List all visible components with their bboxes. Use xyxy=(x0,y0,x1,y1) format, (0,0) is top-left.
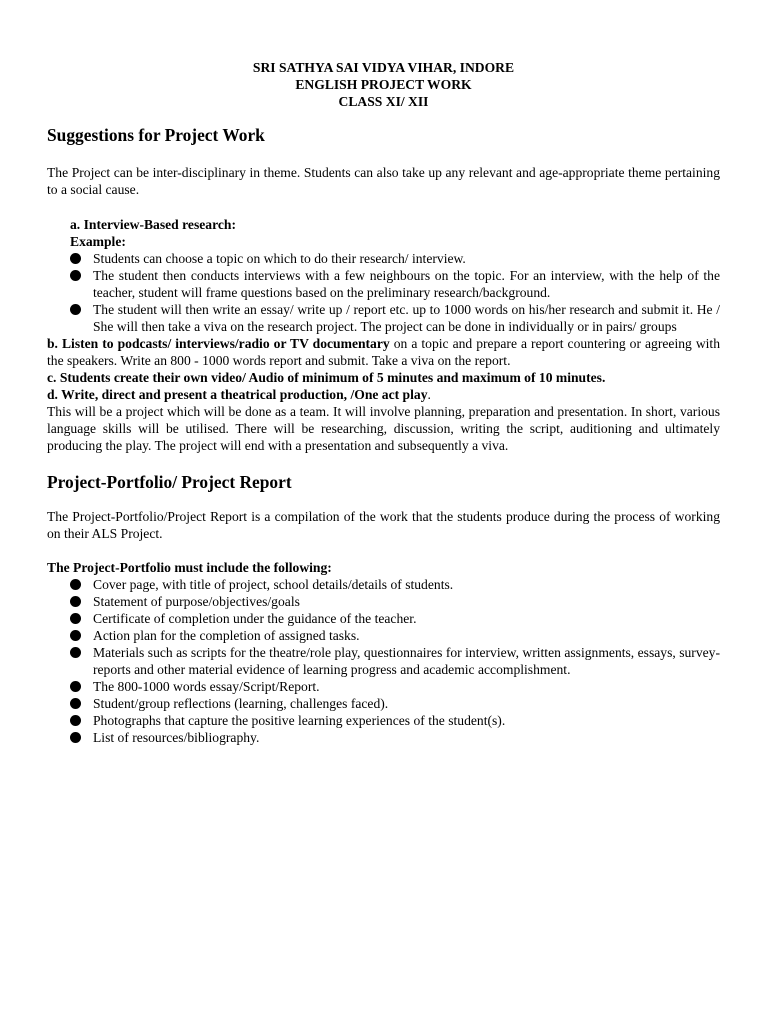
list-item: The 800-1000 words essay/Script/Report. xyxy=(70,678,720,695)
document-subject: ENGLISH PROJECT WORK xyxy=(295,77,472,92)
section-title-portfolio: Project-Portfolio/ Project Report xyxy=(47,472,292,492)
example-bullet-list xyxy=(47,250,720,335)
bullet-icon xyxy=(70,579,81,590)
portfolio-bullet-list xyxy=(47,576,720,746)
list-item: Statement of purpose/objectives/goals xyxy=(70,593,720,610)
list-item: Materials such as scripts for the theatre/role play, questionnaires for interview, written assignments, essays, survey-reports and other material evidence of learning progress and academic accomplishment. xyxy=(70,644,720,678)
bullet-icon xyxy=(70,715,81,726)
list-item: Student/group reflections (learning, challenges faced). xyxy=(70,695,720,712)
bullet-icon xyxy=(70,253,81,264)
intro-paragraph: The Project can be inter-disciplinary in theme. Students can also take up any relevant and age-appropriate theme pertaining to a social cause. xyxy=(47,165,720,197)
list-item: Students can choose a topic on which to do their research/ interview. xyxy=(70,250,720,267)
bullet-icon xyxy=(70,698,81,709)
bullet-icon xyxy=(70,613,81,624)
bullet-icon xyxy=(70,647,81,658)
item-d-paragraph: This will be a project which will be done as a team. It will involve planning, preparation and presentation. In short, various language skills will be utilised. There will be researching, discussion, writing the script, auditioning and ultimately producing the play. The project will end with a presentation and subsequently a viva. xyxy=(47,404,720,453)
item-c-paragraph: c. Students create their own video/ Audio of minimum of 5 minutes and maximum of 10 minutes. xyxy=(47,370,606,385)
section-title-suggestions: Suggestions for Project Work xyxy=(47,125,265,145)
portfolio-intro-paragraph: The Project-Portfolio/Project Report is a compilation of the work that the students produce during the process of working on their ALS Project. xyxy=(47,509,720,541)
bullet-icon xyxy=(70,270,81,281)
example-label: Example: xyxy=(70,234,126,249)
list-item: Certificate of completion under the guidance of the teacher. xyxy=(70,610,720,627)
item-b-paragraph: b. Listen to podcasts/ interviews/radio or TV documentary on a topic and prepare a report countering or agreeing with the speakers. Write an 800 - 1000 words report and submit. Take a viva on the report. xyxy=(47,336,721,368)
class-label: CLASS XI/ XII xyxy=(338,94,429,109)
list-item: Photographs that capture the positive learning experiences of the student(s). xyxy=(70,712,720,729)
bullet-icon xyxy=(70,681,81,692)
item-a-title: a. Interview-Based research: xyxy=(70,217,236,232)
list-item: Action plan for the completion of assigned tasks. xyxy=(70,627,720,644)
document-header xyxy=(47,59,720,110)
school-name: SRI SATHYA SAI VIDYA VIHAR, INDORE xyxy=(252,60,515,75)
list-item: The student will then write an essay/ write up / report etc. up to 1000 words on his/her research and submit it. He / She will then take a viva on the research project. The project can be done in individually or in pairs/ groups xyxy=(70,301,720,335)
item-b-heading: b. Listen to podcasts/ interviews/radio or TV documentary xyxy=(47,336,390,351)
bullet-icon xyxy=(70,630,81,641)
portfolio-list-title: The Project-Portfolio must include the following: xyxy=(47,560,332,575)
list-item: The student then conducts interviews with a few neighbours on the topic. For an interview, with the help of the teacher, student will frame questions based on the preliminary research/background. xyxy=(70,267,720,301)
bullet-icon xyxy=(70,596,81,607)
document-page xyxy=(47,59,720,746)
bullet-icon xyxy=(70,732,81,743)
item-d-heading: d. Write, direct and present a theatrical production, /One act play. xyxy=(47,387,431,402)
bullet-icon xyxy=(70,304,81,315)
list-item: List of resources/bibliography. xyxy=(70,729,720,746)
list-item: Cover page, with title of project, school details/details of students. xyxy=(70,576,720,593)
